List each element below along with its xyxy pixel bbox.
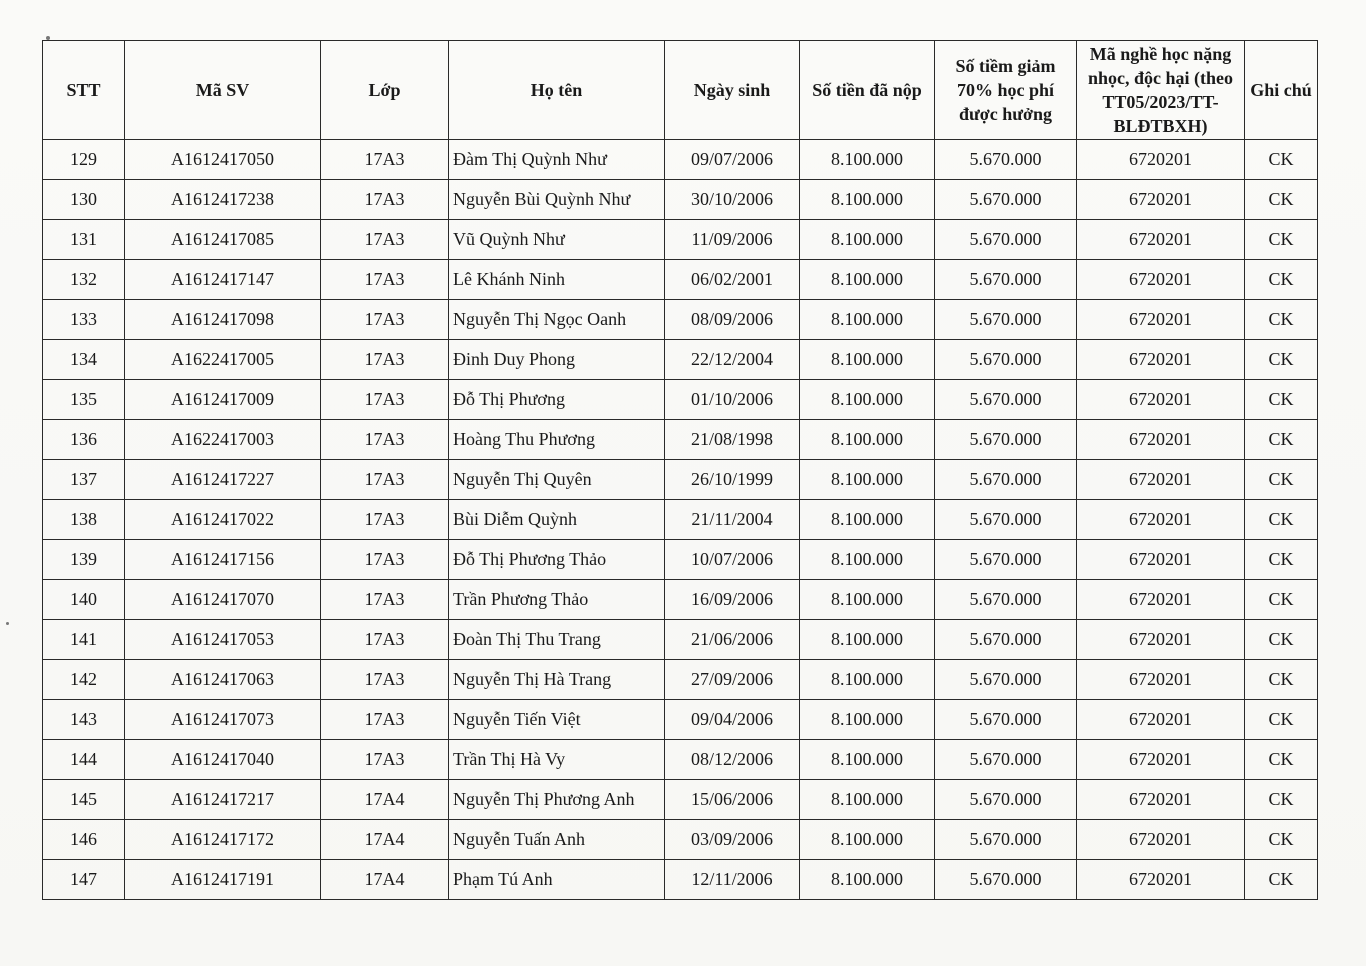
- row-full-name: Nguyễn Thị Hà Trang: [449, 660, 665, 700]
- row-amount-paid: 8.100.000: [800, 660, 935, 700]
- row-class: 17A3: [321, 380, 449, 420]
- row-class: 17A3: [321, 660, 449, 700]
- row-full-name: Nguyễn Thị Quyên: [449, 460, 665, 500]
- row-occupation-code: 6720201: [1077, 860, 1245, 900]
- row-reduction-amount: 5.670.000: [935, 500, 1077, 540]
- row-birth-date: 12/11/2006: [665, 860, 800, 900]
- row-reduction-amount: 5.670.000: [935, 180, 1077, 220]
- row-note: CK: [1245, 500, 1318, 540]
- row-stt: 131: [43, 220, 125, 260]
- row-full-name: Đỗ Thị Phương: [449, 380, 665, 420]
- row-class: 17A3: [321, 300, 449, 340]
- table-row: [43, 700, 1318, 740]
- row-student-id: A1612417070: [125, 580, 321, 620]
- row-note: CK: [1245, 460, 1318, 500]
- row-reduction-amount: 5.670.000: [935, 340, 1077, 380]
- row-full-name: Đàm Thị Quỳnh Như: [449, 140, 665, 180]
- table-row: [43, 540, 1318, 580]
- row-amount-paid: 8.100.000: [800, 460, 935, 500]
- row-birth-date: 21/11/2004: [665, 500, 800, 540]
- table-row: [43, 380, 1318, 420]
- row-class: 17A3: [321, 260, 449, 300]
- row-reduction-amount: 5.670.000: [935, 820, 1077, 860]
- row-reduction-amount: 5.670.000: [935, 300, 1077, 340]
- row-birth-date: 08/12/2006: [665, 740, 800, 780]
- row-note: CK: [1245, 580, 1318, 620]
- row-student-id: A1612417238: [125, 180, 321, 220]
- row-reduction-amount: 5.670.000: [935, 380, 1077, 420]
- row-reduction-amount: 5.670.000: [935, 740, 1077, 780]
- row-occupation-code: 6720201: [1077, 620, 1245, 660]
- row-note: CK: [1245, 380, 1318, 420]
- header-row: [43, 41, 1318, 140]
- table-row: [43, 660, 1318, 700]
- row-student-id: A1612417073: [125, 700, 321, 740]
- row-full-name: Lê Khánh Ninh: [449, 260, 665, 300]
- row-reduction-amount: 5.670.000: [935, 620, 1077, 660]
- row-stt: 146: [43, 820, 125, 860]
- row-birth-date: 27/09/2006: [665, 660, 800, 700]
- table-row: [43, 460, 1318, 500]
- table-row: [43, 740, 1318, 780]
- row-birth-date: 03/09/2006: [665, 820, 800, 860]
- row-note: CK: [1245, 780, 1318, 820]
- row-note: CK: [1245, 260, 1318, 300]
- row-class: 17A4: [321, 860, 449, 900]
- student-fee-table: [42, 40, 1318, 900]
- row-amount-paid: 8.100.000: [800, 860, 935, 900]
- row-birth-date: 16/09/2006: [665, 580, 800, 620]
- row-full-name: Vũ Quỳnh Như: [449, 220, 665, 260]
- header-reduction-amount: Số tiềm giảm 70% học phí được hưởng: [935, 41, 1077, 140]
- row-birth-date: 09/07/2006: [665, 140, 800, 180]
- row-occupation-code: 6720201: [1077, 380, 1245, 420]
- row-student-id: A1612417147: [125, 260, 321, 300]
- row-stt: 138: [43, 500, 125, 540]
- row-reduction-amount: 5.670.000: [935, 660, 1077, 700]
- row-student-id: A1612417098: [125, 300, 321, 340]
- row-stt: 129: [43, 140, 125, 180]
- row-stt: 134: [43, 340, 125, 380]
- row-note: CK: [1245, 420, 1318, 460]
- row-full-name: Trần Phương Thảo: [449, 580, 665, 620]
- row-birth-date: 06/02/2001: [665, 260, 800, 300]
- row-stt: 144: [43, 740, 125, 780]
- row-occupation-code: 6720201: [1077, 220, 1245, 260]
- table-row: [43, 820, 1318, 860]
- row-class: 17A3: [321, 220, 449, 260]
- row-occupation-code: 6720201: [1077, 700, 1245, 740]
- row-full-name: Nguyễn Bùi Quỳnh Như: [449, 180, 665, 220]
- row-amount-paid: 8.100.000: [800, 140, 935, 180]
- table-row: [43, 500, 1318, 540]
- row-occupation-code: 6720201: [1077, 660, 1245, 700]
- row-note: CK: [1245, 740, 1318, 780]
- row-amount-paid: 8.100.000: [800, 300, 935, 340]
- table-row: [43, 180, 1318, 220]
- row-occupation-code: 6720201: [1077, 460, 1245, 500]
- row-full-name: Nguyễn Thị Phương Anh: [449, 780, 665, 820]
- table-row: [43, 420, 1318, 460]
- table-row: [43, 860, 1318, 900]
- row-amount-paid: 8.100.000: [800, 620, 935, 660]
- row-amount-paid: 8.100.000: [800, 420, 935, 460]
- row-note: CK: [1245, 540, 1318, 580]
- row-reduction-amount: 5.670.000: [935, 460, 1077, 500]
- header-class: Lớp: [321, 41, 449, 140]
- row-stt: 136: [43, 420, 125, 460]
- row-reduction-amount: 5.670.000: [935, 140, 1077, 180]
- row-amount-paid: 8.100.000: [800, 700, 935, 740]
- row-class: 17A3: [321, 420, 449, 460]
- header-student-id: Mã SV: [125, 41, 321, 140]
- row-student-id: A1612417217: [125, 780, 321, 820]
- row-occupation-code: 6720201: [1077, 580, 1245, 620]
- row-stt: 147: [43, 860, 125, 900]
- row-class: 17A4: [321, 780, 449, 820]
- row-note: CK: [1245, 180, 1318, 220]
- row-student-id: A1612417191: [125, 860, 321, 900]
- row-birth-date: 21/06/2006: [665, 620, 800, 660]
- row-occupation-code: 6720201: [1077, 780, 1245, 820]
- row-stt: 133: [43, 300, 125, 340]
- row-amount-paid: 8.100.000: [800, 340, 935, 380]
- row-reduction-amount: 5.670.000: [935, 580, 1077, 620]
- row-amount-paid: 8.100.000: [800, 580, 935, 620]
- row-class: 17A3: [321, 620, 449, 660]
- row-student-id: A1622417003: [125, 420, 321, 460]
- row-amount-paid: 8.100.000: [800, 180, 935, 220]
- table-row: [43, 620, 1318, 660]
- row-full-name: Đinh Duy Phong: [449, 340, 665, 380]
- row-reduction-amount: 5.670.000: [935, 220, 1077, 260]
- table-row: [43, 220, 1318, 260]
- row-birth-date: 21/08/1998: [665, 420, 800, 460]
- table-row: [43, 300, 1318, 340]
- row-note: CK: [1245, 620, 1318, 660]
- row-reduction-amount: 5.670.000: [935, 700, 1077, 740]
- table-row: [43, 340, 1318, 380]
- row-amount-paid: 8.100.000: [800, 380, 935, 420]
- header-amount-paid: Số tiền đã nộp: [800, 41, 935, 140]
- row-birth-date: 15/06/2006: [665, 780, 800, 820]
- row-stt: 142: [43, 660, 125, 700]
- row-occupation-code: 6720201: [1077, 500, 1245, 540]
- row-full-name: Nguyễn Tiến Việt: [449, 700, 665, 740]
- table-row: [43, 260, 1318, 300]
- row-amount-paid: 8.100.000: [800, 500, 935, 540]
- row-reduction-amount: 5.670.000: [935, 540, 1077, 580]
- row-note: CK: [1245, 700, 1318, 740]
- table-body: [43, 140, 1318, 900]
- row-class: 17A3: [321, 140, 449, 180]
- row-full-name: Nguyễn Tuấn Anh: [449, 820, 665, 860]
- row-student-id: A1612417022: [125, 500, 321, 540]
- row-birth-date: 22/12/2004: [665, 340, 800, 380]
- row-class: 17A3: [321, 580, 449, 620]
- row-occupation-code: 6720201: [1077, 420, 1245, 460]
- row-class: 17A3: [321, 540, 449, 580]
- row-occupation-code: 6720201: [1077, 540, 1245, 580]
- row-stt: 145: [43, 780, 125, 820]
- row-class: 17A3: [321, 700, 449, 740]
- row-note: CK: [1245, 300, 1318, 340]
- row-student-id: A1612417040: [125, 740, 321, 780]
- row-note: CK: [1245, 660, 1318, 700]
- row-stt: 137: [43, 460, 125, 500]
- row-student-id: A1612417050: [125, 140, 321, 180]
- row-stt: 132: [43, 260, 125, 300]
- row-class: 17A3: [321, 180, 449, 220]
- row-occupation-code: 6720201: [1077, 300, 1245, 340]
- header-note: Ghi chú: [1245, 41, 1318, 140]
- row-amount-paid: 8.100.000: [800, 780, 935, 820]
- row-class: 17A3: [321, 460, 449, 500]
- header-full-name: Họ tên: [449, 41, 665, 140]
- row-student-id: A1612417009: [125, 380, 321, 420]
- row-birth-date: 09/04/2006: [665, 700, 800, 740]
- row-birth-date: 10/07/2006: [665, 540, 800, 580]
- row-student-id: A1612417085: [125, 220, 321, 260]
- row-birth-date: 08/09/2006: [665, 300, 800, 340]
- row-student-id: A1612417053: [125, 620, 321, 660]
- row-full-name: Đỗ Thị Phương Thảo: [449, 540, 665, 580]
- row-stt: 139: [43, 540, 125, 580]
- row-student-id: A1612417227: [125, 460, 321, 500]
- scan-dot: [6, 622, 9, 625]
- row-full-name: Phạm Tú Anh: [449, 860, 665, 900]
- row-stt: 130: [43, 180, 125, 220]
- row-birth-date: 11/09/2006: [665, 220, 800, 260]
- row-note: CK: [1245, 140, 1318, 180]
- row-full-name: Hoàng Thu Phương: [449, 420, 665, 460]
- row-amount-paid: 8.100.000: [800, 820, 935, 860]
- row-occupation-code: 6720201: [1077, 820, 1245, 860]
- row-occupation-code: 6720201: [1077, 260, 1245, 300]
- table-row: [43, 580, 1318, 620]
- row-amount-paid: 8.100.000: [800, 220, 935, 260]
- row-student-id: A1612417172: [125, 820, 321, 860]
- row-birth-date: 01/10/2006: [665, 380, 800, 420]
- table-row: [43, 780, 1318, 820]
- row-reduction-amount: 5.670.000: [935, 420, 1077, 460]
- row-stt: 143: [43, 700, 125, 740]
- row-note: CK: [1245, 340, 1318, 380]
- row-student-id: A1612417156: [125, 540, 321, 580]
- row-stt: 141: [43, 620, 125, 660]
- row-full-name: Nguyễn Thị Ngọc Oanh: [449, 300, 665, 340]
- row-class: 17A3: [321, 340, 449, 380]
- row-birth-date: 30/10/2006: [665, 180, 800, 220]
- header-birth-date: Ngày sinh: [665, 41, 800, 140]
- row-occupation-code: 6720201: [1077, 740, 1245, 780]
- header-occupation-code: Mã nghề học nặng nhọc, độc hại (theo TT05/2023/TT-BLĐTBXH): [1077, 41, 1245, 140]
- row-full-name: Bùi Diễm Quỳnh: [449, 500, 665, 540]
- row-occupation-code: 6720201: [1077, 180, 1245, 220]
- row-amount-paid: 8.100.000: [800, 260, 935, 300]
- row-occupation-code: 6720201: [1077, 140, 1245, 180]
- row-note: CK: [1245, 860, 1318, 900]
- row-full-name: Trần Thị Hà Vy: [449, 740, 665, 780]
- row-reduction-amount: 5.670.000: [935, 860, 1077, 900]
- row-stt: 140: [43, 580, 125, 620]
- row-birth-date: 26/10/1999: [665, 460, 800, 500]
- row-note: CK: [1245, 220, 1318, 260]
- table-row: [43, 140, 1318, 180]
- row-amount-paid: 8.100.000: [800, 740, 935, 780]
- row-amount-paid: 8.100.000: [800, 540, 935, 580]
- row-class: 17A3: [321, 740, 449, 780]
- row-note: CK: [1245, 820, 1318, 860]
- table-header: [43, 41, 1318, 140]
- row-full-name: Đoàn Thị Thu Trang: [449, 620, 665, 660]
- row-class: 17A3: [321, 500, 449, 540]
- row-reduction-amount: 5.670.000: [935, 260, 1077, 300]
- row-student-id: A1612417063: [125, 660, 321, 700]
- row-reduction-amount: 5.670.000: [935, 780, 1077, 820]
- row-occupation-code: 6720201: [1077, 340, 1245, 380]
- header-stt: STT: [43, 41, 125, 140]
- row-class: 17A4: [321, 820, 449, 860]
- row-stt: 135: [43, 380, 125, 420]
- row-student-id: A1622417005: [125, 340, 321, 380]
